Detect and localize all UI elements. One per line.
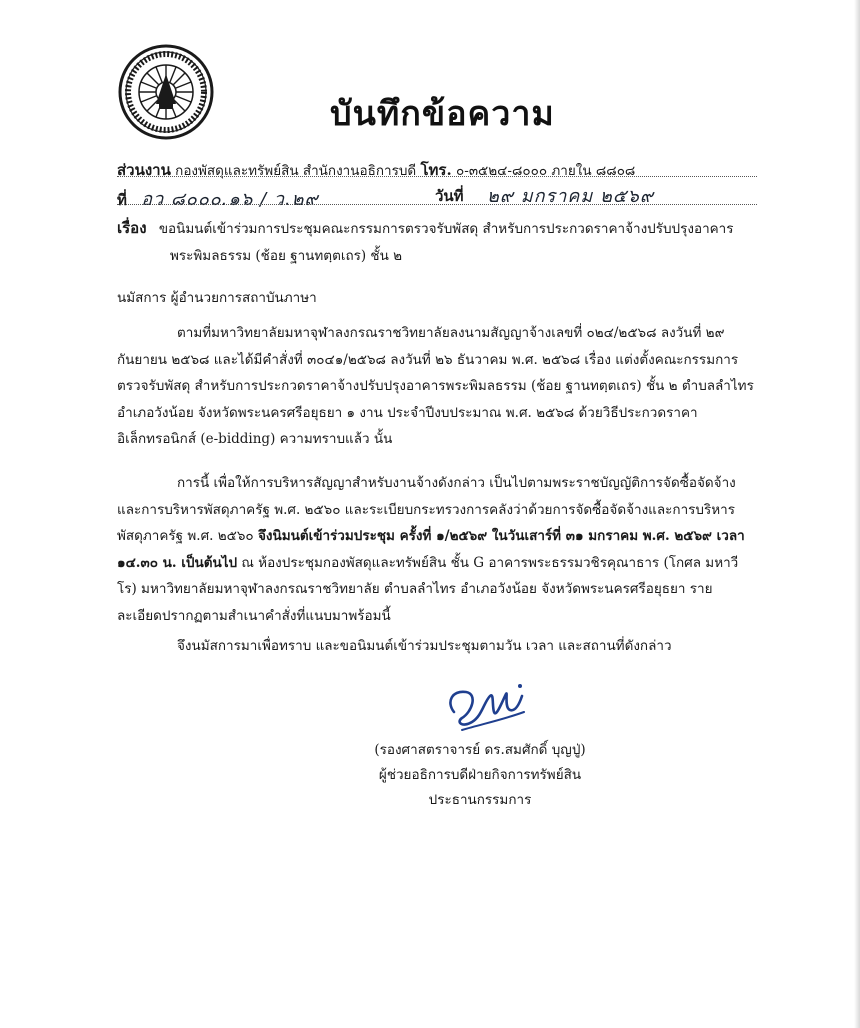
reference-row <box>117 184 319 213</box>
paragraph-1-text: ตามที่มหาวิทยาลัยมหาจุฬาลงกรณราชวิทยาลัยลงนามสัญญาจ้างเลขที่ ๐๒๔/๒๕๖๘ ลงวันที่ ๒๙ กันยายน ๒๕๖๘ และได้มีคำสั่งที่ ๓๐๔๑/๒๕๖๘ ลงวันที่ ๒๖ ธันวาคม พ.ศ. ๒๕๖๘ เรื่อง แต่งตั้งคณะกรรมการตรวจรับพัสดุ สำหรับการประกวดราคาจ้างปรับปรุงอาคารพระพิมลธรรม (ช้อย ฐานทตฺตเถร) ชั้น ๒ ตำบลลำไทร อำเภอวังน้อย จังหวัดพระนครศรีอยุธยา ๑ งาน ประจำปีงบประมาณ พ.ศ. ๒๕๖๘ ด้วยวิธีประกวดราคาอิเล็กทรอนิกส์ (e-bidding) ความทราบแล้ว นั้น <box>117 325 754 447</box>
university-seal-icon <box>118 44 214 140</box>
agency-value: กองพัสดุและทรัพย์สิน สำนักงานอธิการบดี <box>175 163 417 179</box>
closing-sentence: จึงนมัสการมาเพื่อทราบ และขอนิมนต์เข้าร่วมประชุมตามวัน เวลา และสถานที่ดังกล่าว <box>177 638 672 654</box>
reference-number: อว ๘๐๐๐.๑๖ / ว.๒๙ <box>141 189 319 210</box>
paragraph-2-text-c: ณ ห้องประชุมกองพัสดุและทรัพย์สิน ชั้น G อาคารพระธรรมวชิรคุณาธาร (โกศล มหาวีโร) มหาวิทยาลัยมหาจุฬาลงกรณราชวิทยาลัย ตำบลลำไทร อำเภอวังน้อย จังหวัดพระนครศรีอยุธยา รายละเอียดปรากฏตามสำเนาคำสั่งที่แนบมาพร้อมนี้ <box>117 554 739 624</box>
reference-label: ที่ <box>117 191 127 209</box>
date-value: ๒๙ มกราคม ๒๕๖๙ <box>487 186 655 207</box>
subject-line-1: ขอนิมนต์เข้าร่วมการประชุมคณะกรรมการตรวจรับพัสดุ สำหรับการประกวดราคาจ้างปรับปรุงอาคาร <box>158 221 734 237</box>
paragraph-meeting <box>117 470 757 629</box>
signatory-role: ประธานกรรมการ <box>428 792 532 808</box>
signatory-name: (รองศาสตราจารย์ ดร.สมศักดิ์ บุญปู่) <box>374 742 586 758</box>
agency-dotted-line <box>117 176 757 177</box>
salutation: นมัสการ ผู้อำนวยการสถาบันภาษา <box>117 290 317 306</box>
paragraph-2-text-a: การนี้ เพื่อให้การบริหารสัญญาสำหรับงานจ้างดังกล่าว เป็นไปตามพระราชบัญญัติการจัดซื้อจัดจ้างและการบริหารพัสดุภาครัฐ พ.ศ. ๒๕๖๐ และระเบียบกระทรวงการคลังว่าด้วยการจัดซื้อจัดจ้างและการบริหารพัสดุภาครัฐ พ.ศ. ๒๕๖๐ <box>117 475 736 544</box>
signatory-position: ผู้ช่วยอธิการบดีฝ่ายกิจการทรัพย์สิน <box>378 767 582 783</box>
subject-line-2: พระพิมลธรรม (ช้อย ฐานทตฺตเถร) ชั้น ๒ <box>170 248 403 264</box>
paragraph-background <box>117 320 757 453</box>
page-edge-shadow <box>854 0 860 1028</box>
reference-dotted-line <box>117 204 757 205</box>
memo-title: บันทึกข้อความ <box>330 94 555 134</box>
phone-value: ๐-๓๕๒๔-๘๐๐๐ ภายใน ๘๘๐๘ <box>456 163 636 179</box>
agency-label: ส่วนงาน <box>117 161 171 179</box>
agency-row <box>117 158 635 182</box>
signature-block <box>360 738 600 813</box>
subject-row <box>117 216 734 240</box>
meeting-details-bold: จึงนิมนต์เข้าร่วมประชุม ครั้งที่ ๑/๒๕๖๙ ในวันเสาร์ที่ ๓๑ มกราคม พ.ศ. ๒๕๖๙ เวลา ๑๔.๓๐ น. เป็นต้นไป <box>117 528 745 571</box>
subject-label: เรื่อง <box>117 219 147 237</box>
handwritten-signature <box>432 672 532 742</box>
phone-label: โทร. <box>420 161 452 179</box>
date-label: วันที่ <box>435 187 464 205</box>
